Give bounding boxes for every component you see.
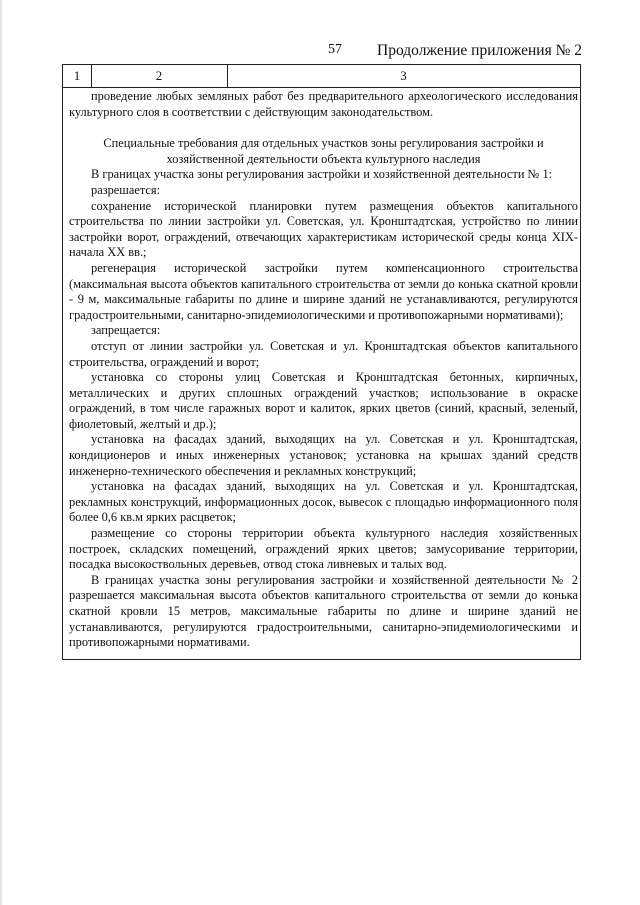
paragraph: установка на фасадах зданий, выходящих на ул. Советская и ул. Кронштадтская, кондиционеров и иных инженерных установок; установка на крышах зданий средств инженерно-технического обеспечения и рекламных конструкций; [69,432,578,478]
page-number: 57 [328,42,342,57]
document-table [62,64,581,660]
paragraph: В границах участка зоны регулирования застройки и хозяйственной деятельности № 2 разрешается максимальная высота объектов капитального строительства от земли до конька скатной кровли 15 метров, максимальные габариты по длине и ширине зданий не устанавливаются, регулируются градостроительными, санитарно-эпидемиологическими и противопожарными нормативами. [69,572,578,650]
appendix-continuation-title: Продолжение приложения № 2 [377,42,582,59]
paragraph: установка со стороны улиц Советская и Кронштадтская бетонных, кирпичных, металлических и других сплошных ограждений участков; использование в окраске ограждений, в том числе гаражных ворот и калиток, ярких цветов (синий, красный, зеленый, фиолетовый, желтый и др.); [69,370,578,431]
paragraph: размещение со стороны территории объекта культурного наследия хозяйственных построек, складских помещений, ограждений ярких цветов; замусоривание территории, посадка высокоствольных деревьев, отвод стока ливневых и талых вод. [69,526,578,572]
paragraph: регенерация исторической застройки путем компенсационного строительства (максимальная высота объектов капитального строительства от земли до конька скатной кровли - 9 м, максимальные габариты по длине и ширине зданий не устанавливаются, регулируются градостроительными, санитарно-эпидемиологическими и противопожарными нормативами); [69,260,578,322]
scan-edge [0,0,3,905]
paragraph: проведение любых земляных работ без предварительного археологического исследования культурного слоя в соответствии с действующим законодательством. [69,89,578,119]
column-number-2: 2 [91,65,228,87]
column-number-3: 3 [400,68,407,83]
paragraph: отступ от линии застройки ул. Советская и ул. Кронштадтская объектов капитального строительства, ограждений и ворот; [69,338,578,369]
section-heading: Специальные требования для отдельных участков зоны регулирования застройки и хозяйственной деятельности объекта культурного наследия [103,136,544,166]
table-body-text [69,89,578,651]
paragraph: В границах участка зоны регулирования застройки и хозяйственной деятельности № 1: [91,167,553,182]
page-header [0,42,640,62]
column-number-row [63,65,580,88]
paragraph: разрешается: [91,182,161,197]
paragraph: сохранение исторической планировки путем размещения объектов капитального строительства по линии застройки ул. Советская, ул. Кронштадтская, устройство по линии застройки ворот, ограждений, отвечающих характеристикам исторической среды конца XIX- начала XX вв.; [69,198,578,260]
column-number-1: 1 [63,65,92,87]
paragraph: запрещается: [91,323,161,338]
paragraph: установка на фасадах зданий, выходящих на ул. Советская и ул. Кронштадтская, рекламных конструкций, информационных досок, вывесок с площадью информационного поля более 0,6 кв.м ярких расцветок; [69,479,578,525]
